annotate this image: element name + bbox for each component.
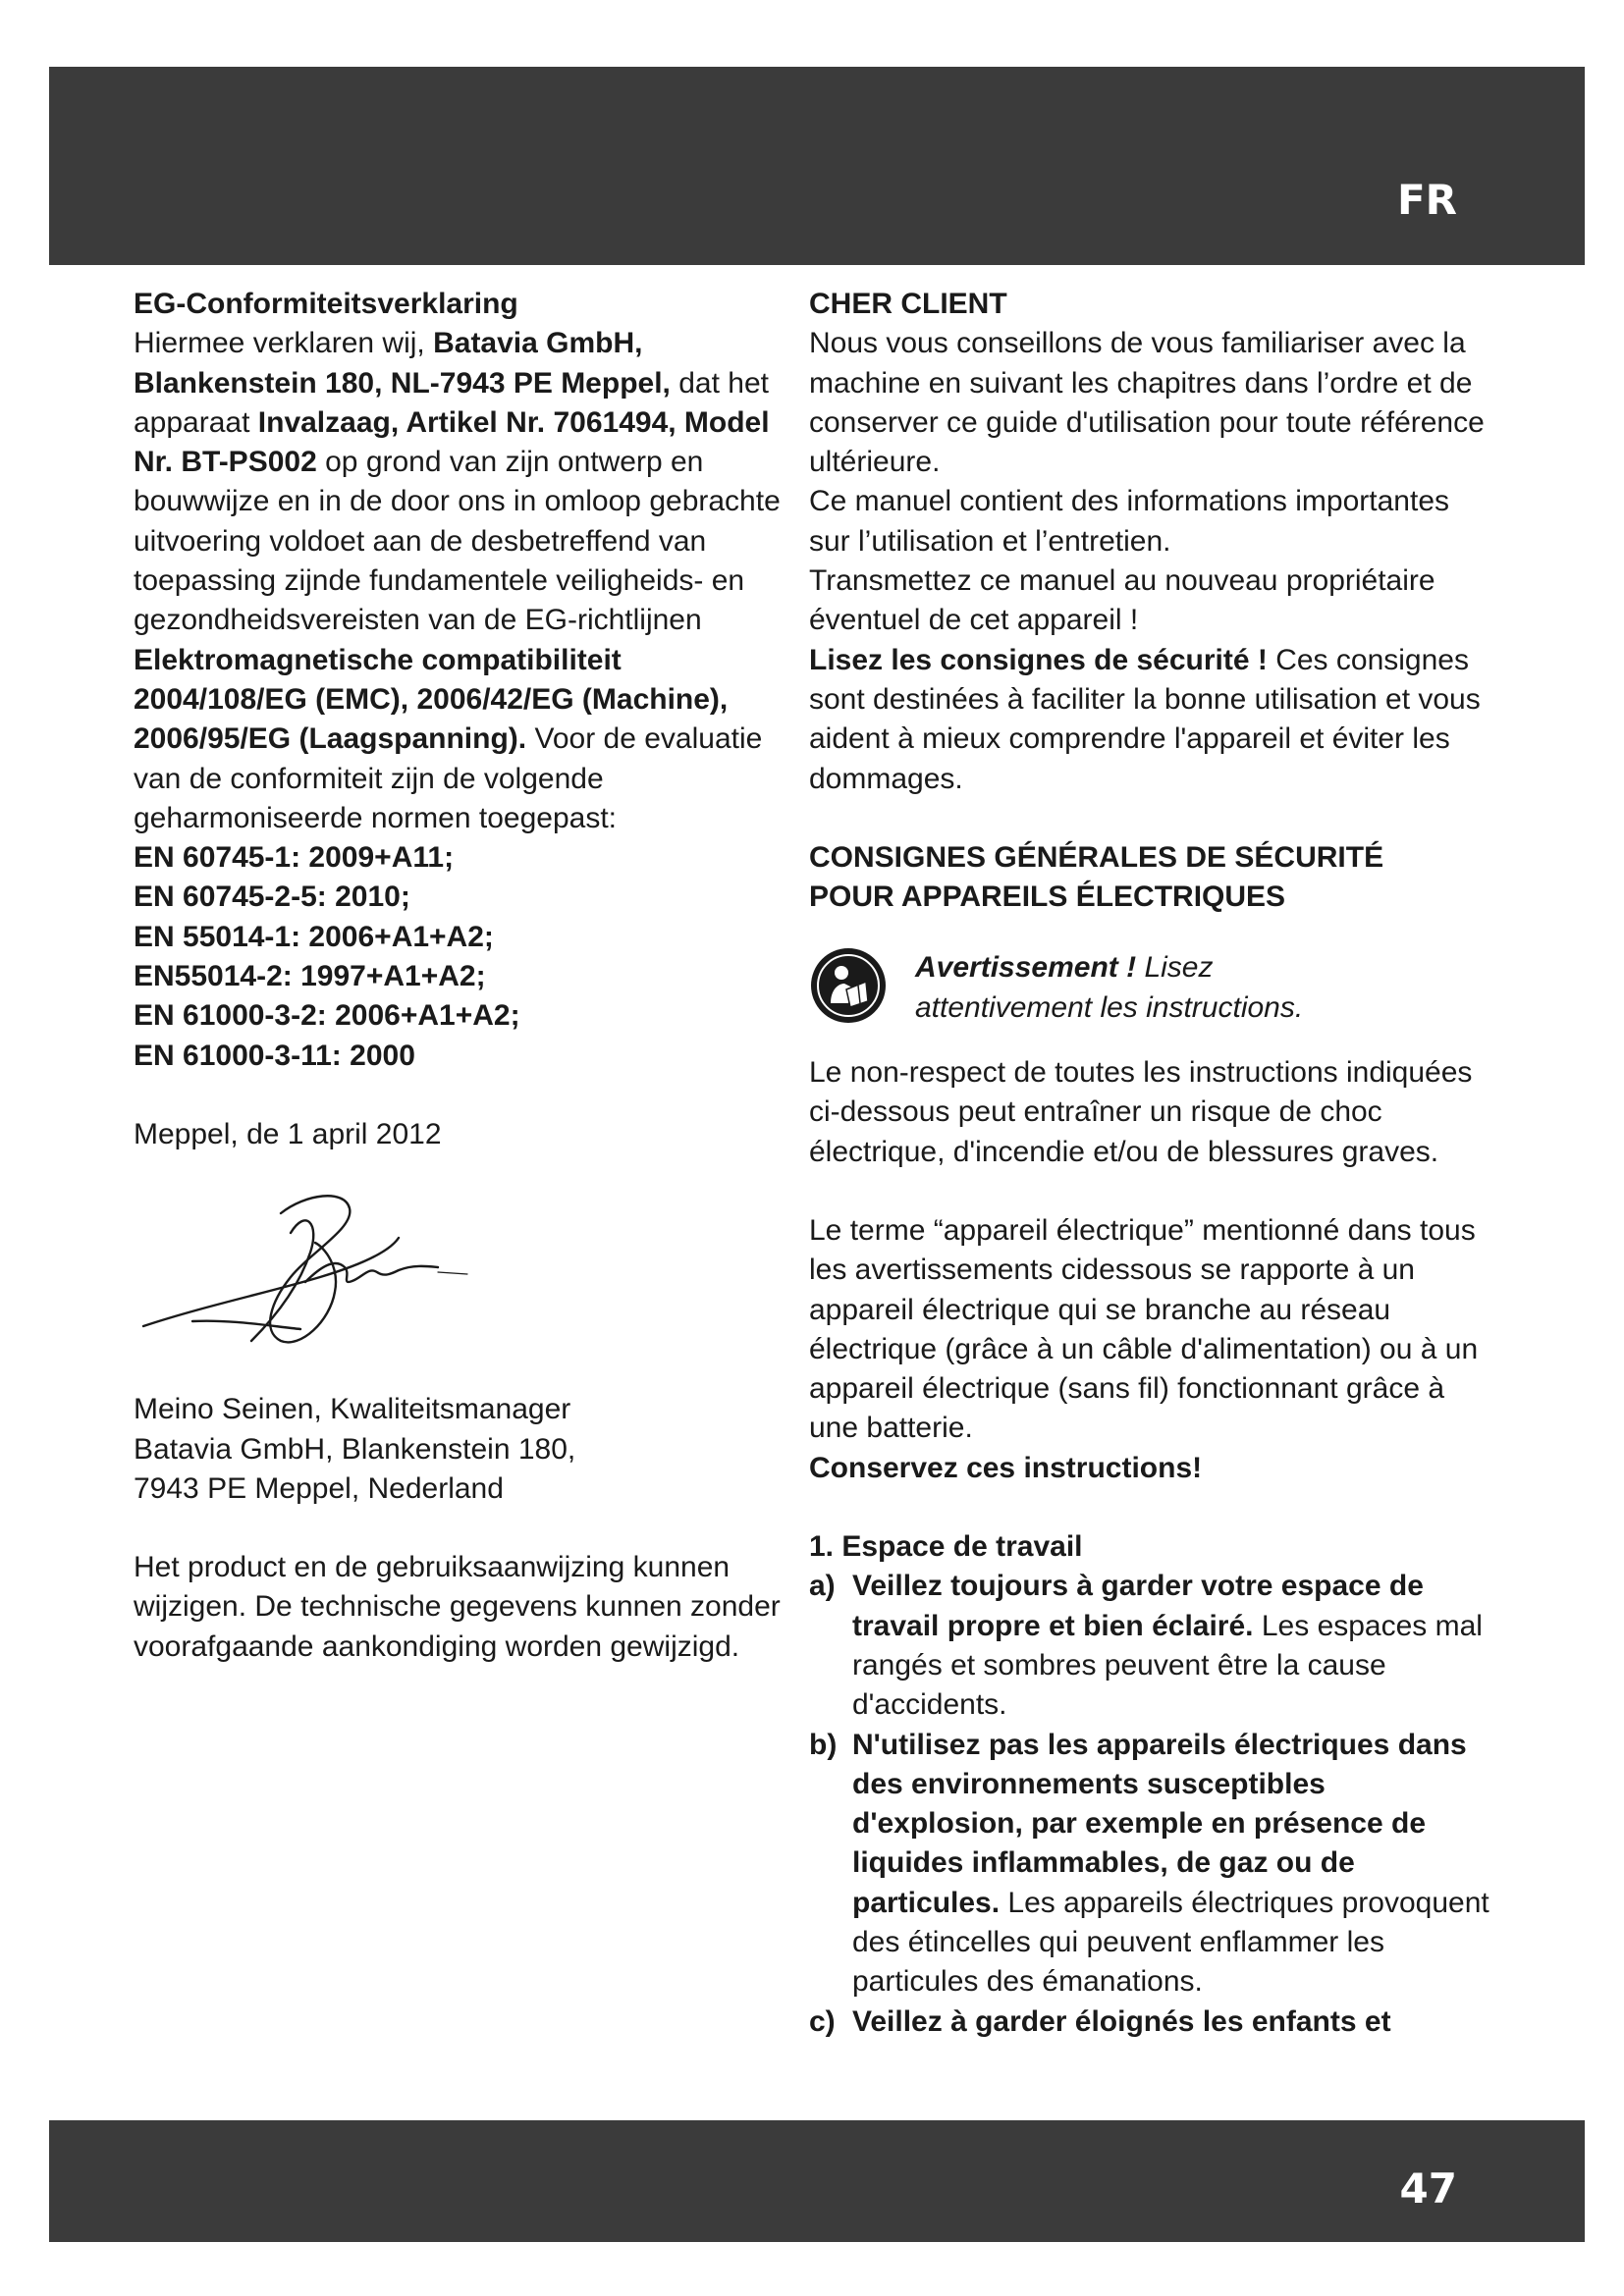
list-item: c) Veillez à garder éloignés les enfants et — [809, 2004, 1391, 2038]
norm-item: EN 61000-3-11: 2000 — [134, 1039, 415, 1072]
list-heading: 1. Espace de travail — [809, 1530, 1083, 1564]
conformity-text: Hiermee verklaren wij, Batavia GmbH, Blankenstein 180, NL-7943 PE Meppel, dat het apparaat Invalzaag, Artikel Nr. 7061494, Model Nr. BT-PS002 op grond van zijn ontwerp en bouwwijze en in de door ons in omloop gebrachte uitvoering voldoet aan de desbetreffend van toepassing zijnde fundamentele veiligheids- en gezondheidsvereisten van de EG-richtlijnen Elektromagnetische compatibiliteit 2004/108/EG (EMC), 2006/42/EG (Machine), 2006/95/EG (Laagspanning). Voor de evaluatie van de conformiteit zijn de volgende geharmoniseerde normen toegepast: — [134, 327, 781, 834]
list-item: a) Veillez toujours à garder votre espace de travail propre et bien éclairé. Les espaces mal rangés et sombres peuvent être la cause d'accidents. — [809, 1570, 1483, 1722]
norm-item: EN55014-2: 1997+A1+A2; — [134, 960, 486, 993]
signer-line: 7943 PE Meppel, Nederland — [134, 1471, 504, 1505]
norm-item: EN 60745-1: 2009+A11; — [134, 841, 455, 875]
client-title: CHER CLIENT — [809, 288, 1007, 320]
intro-paragraph: Transmettez ce manuel au nouveau propriétaire éventuel de cet appareil ! — [809, 564, 1435, 637]
section-title: POUR APPAREILS ÉLECTRIQUES — [809, 881, 1286, 914]
header-band — [49, 67, 1585, 265]
norm-item: EN 61000-3-2: 2006+A1+A2; — [134, 999, 520, 1033]
norm-item: EN 55014-1: 2006+A1+A2; — [134, 920, 494, 953]
section-title: CONSIGNES GÉNÉRALES DE SÉCURITÉ — [809, 840, 1384, 874]
safety-paragraph: Le terme “appareil électrique” mentionné dans tous les avertissements cidessous se rapporte à un appareil électrique qui se branche au réseau électrique (grâce à un câble d'alimentation) ou à un appareil électrique (sans fil) fonctionnant grâce à une batterie. — [809, 1213, 1479, 1445]
intro-paragraph: Ce manuel contient des informations importantes sur l’utilisation et l’entretien. — [809, 485, 1450, 558]
signature-image — [134, 1184, 487, 1351]
warning-box — [809, 946, 1496, 1028]
footer-band — [49, 2120, 1585, 2242]
intro-paragraph: Nous vous conseillons de vous familiariser avec la machine en suivant les chapitres dans l’ordre et de conserver ce guide d'utilisation pour toute référence ultérieure. — [809, 327, 1485, 479]
keep-instructions: Conservez ces instructions! — [809, 1451, 1203, 1484]
norm-item: EN 60745-2-5: 2010; — [134, 881, 410, 914]
left-column — [134, 285, 782, 1667]
warning-text: Avertissement ! Lisez attentivement les instructions. — [915, 951, 1304, 1024]
disclaimer: Het product en de gebruiksaanwijzing kunnen wijzigen. De technische gegevens kunnen zonder voorafgaande aankondiging worden gewijzigd. — [134, 1551, 781, 1663]
signer-line: Meino Seinen, Kwaliteitsmanager — [134, 1393, 571, 1426]
read-manual-icon — [809, 946, 888, 1025]
conformity-title: EG-Conformiteitsverklaring — [134, 288, 518, 320]
signer-line: Batavia GmbH, Blankenstein 180, — [134, 1432, 576, 1466]
page-number: 47 — [1399, 2164, 1457, 2213]
language-label: FR — [1396, 176, 1457, 224]
place-date: Meppel, de 1 april 2012 — [134, 1117, 442, 1150]
intro-paragraph: Lisez les consignes de sécurité ! Ces consignes sont destinées à faciliter la bonne utilisation et vous aident à mieux comprendre l'appareil et éviter les dommages. — [809, 643, 1481, 795]
safety-paragraph: Le non-respect de toutes les instructions indiquées ci-dessous peut entraîner un risque de choc électrique, d'incendie et/ou de blessures graves. — [809, 1056, 1473, 1168]
right-column — [809, 285, 1496, 2042]
list-item: b) N'utilisez pas les appareils électriques dans des environnements susceptibles d'explosion, par exemple en présence de liquides inflammables, de gaz ou de particules. Les appareils électriques provoquent des étincelles qui peuvent enflammer les particules des émanations. — [809, 1728, 1489, 1999]
